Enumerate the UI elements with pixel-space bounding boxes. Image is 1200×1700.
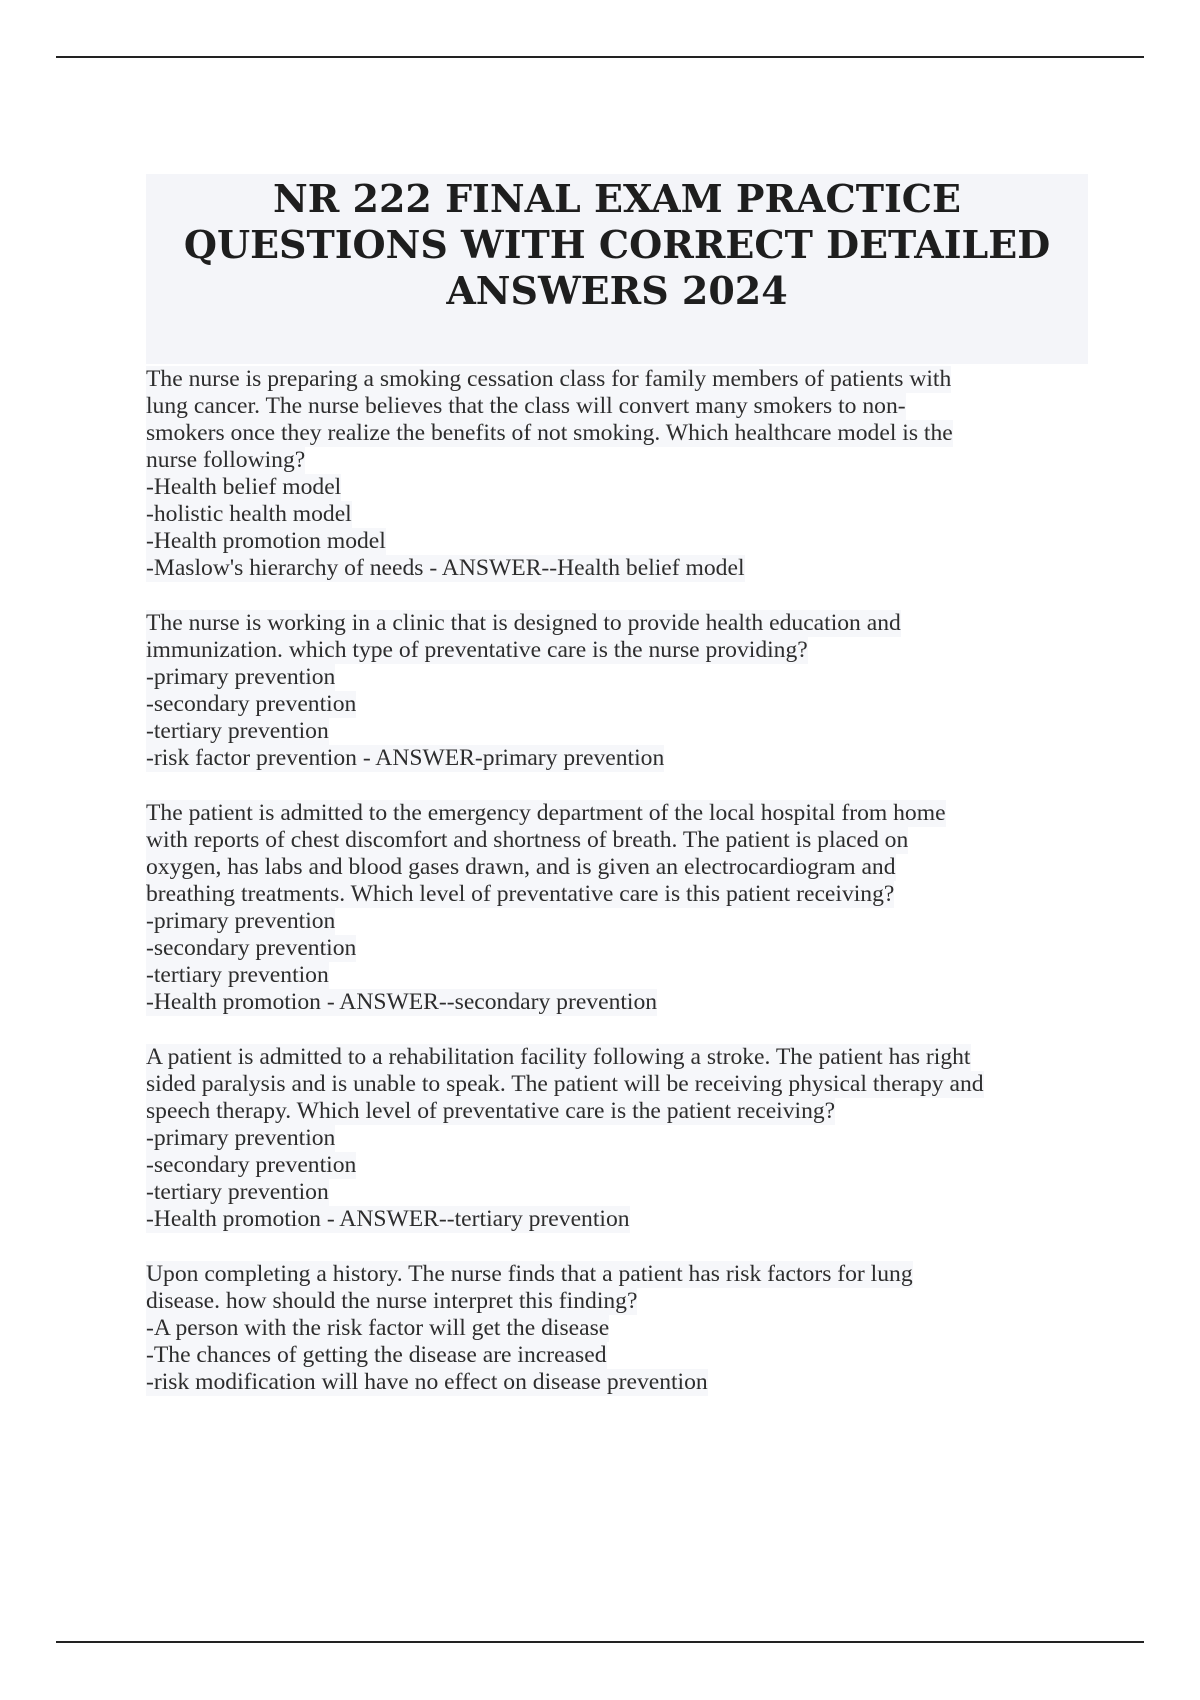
answer-option: -A person with the risk factor will get the disease: [146, 1315, 610, 1341]
question-stem-line: smokers once they realize the benefits of not smoking. Which healthcare model is the: [146, 420, 953, 446]
answer-line: -risk factor prevention - ANSWER-primary prevention: [146, 745, 665, 771]
question-stem-line: with reports of chest discomfort and shortness of breath. The patient is placed on: [146, 827, 909, 853]
question-block: [146, 1261, 1096, 1396]
answer-line: -Maslow's hierarchy of needs - ANSWER--Health belief model: [146, 555, 745, 581]
bottom-divider: [56, 1641, 1144, 1643]
answer-line: -Health promotion - ANSWER--tertiary prevention: [146, 1206, 630, 1232]
answer-option: -tertiary prevention: [146, 1179, 329, 1205]
answer-option: -tertiary prevention: [146, 962, 329, 988]
answer-option: -primary prevention: [146, 1125, 336, 1151]
question-stem-line: The patient is admitted to the emergency department of the local hospital from home: [146, 800, 946, 826]
answer-option: -primary prevention: [146, 664, 336, 690]
answer-option: -secondary prevention: [146, 935, 357, 961]
question-stem-line: sided paralysis and is unable to speak. The patient will be receiving physical therapy and: [146, 1071, 984, 1097]
top-divider: [56, 56, 1144, 58]
question-stem-line: speech therapy. Which level of preventative care is the patient receiving?: [146, 1098, 836, 1124]
question-list: [146, 366, 1096, 1424]
question-stem-line: oxygen, has labs and blood gases drawn, and is given an electrocardiogram and: [146, 854, 896, 880]
answer-option: -Health promotion model: [146, 528, 386, 554]
question-block: [146, 366, 1096, 582]
question-block: [146, 800, 1096, 1016]
question-stem-line: A patient is admitted to a rehabilitation facility following a stroke. The patient has right: [146, 1044, 971, 1070]
title-line: QUESTIONS WITH CORRECT DETAILED: [183, 222, 1051, 267]
question-stem-line: The nurse is working in a clinic that is designed to provide health education and: [146, 610, 901, 636]
answer-option: -risk modification will have no effect on disease prevention: [146, 1369, 708, 1395]
answer-option: -primary prevention: [146, 908, 336, 934]
title-line: NR 222 FINAL EXAM PRACTICE: [272, 176, 962, 221]
question-block: [146, 610, 1096, 772]
title-line: ANSWERS 2024: [446, 268, 788, 313]
answer-option: -secondary prevention: [146, 691, 357, 717]
question-stem-line: lung cancer. The nurse believes that the class will convert many smokers to non-: [146, 393, 906, 419]
question-stem-line: nurse following?: [146, 447, 306, 473]
answer-line: -Health promotion - ANSWER--secondary prevention: [146, 989, 658, 1015]
document-title: [146, 176, 1088, 314]
answer-option: -tertiary prevention: [146, 718, 329, 744]
question-stem-line: breathing treatments. Which level of preventative care is this patient receiving?: [146, 881, 895, 907]
answer-option: -secondary prevention: [146, 1152, 357, 1178]
question-stem-line: disease. how should the nurse interpret this finding?: [146, 1288, 638, 1314]
question-stem-line: Upon completing a history. The nurse finds that a patient has risk factors for lung: [146, 1261, 913, 1287]
answer-option: -Health belief model: [146, 474, 342, 500]
answer-option: -holistic health model: [146, 501, 352, 527]
question-stem-line: immunization. which type of preventative care is the nurse providing?: [146, 637, 808, 663]
question-stem-line: The nurse is preparing a smoking cessation class for family members of patients with: [146, 366, 952, 392]
title-box: [146, 174, 1088, 364]
answer-option: -The chances of getting the disease are increased: [146, 1342, 607, 1368]
question-block: [146, 1044, 1096, 1233]
